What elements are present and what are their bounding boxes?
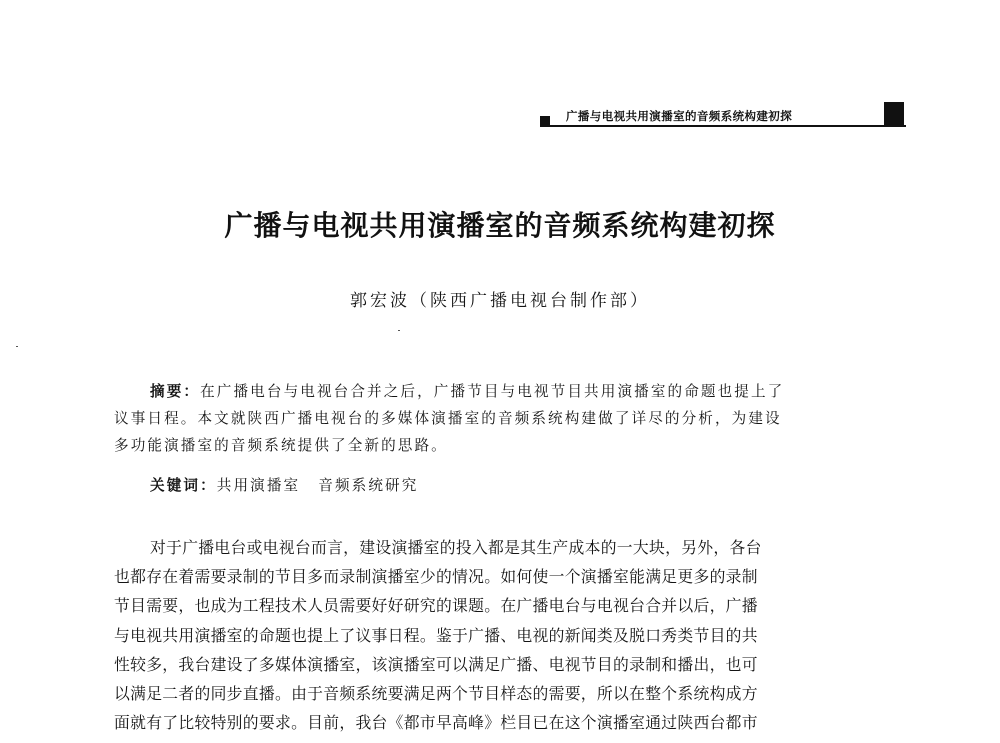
header-rule	[540, 125, 906, 127]
scan-speck	[398, 330, 400, 331]
header-block-mark	[884, 102, 904, 125]
running-header-text: 广播与电视共用演播室的音频系统构建初探	[566, 109, 793, 123]
paper-title: 广播与电视共用演播室的音频系统构建初探	[224, 209, 776, 242]
keywords	[150, 474, 418, 495]
running-header	[540, 102, 906, 128]
abstract-line-1	[114, 378, 890, 405]
abstract-line-3: 多功能演播室的音频系统提供了全新的思路。	[114, 437, 448, 454]
body-line: 与电视共用演播室的命题也提上了议事日程。鉴于广播、电视的新闻类及脱口秀类节目的共	[114, 625, 758, 645]
scan-speck	[16, 346, 18, 347]
abstract-label: 摘要：	[150, 383, 201, 400]
body-line: 性较多，我台建设了多媒体演播室，该演播室可以满足广播、电视节目的录制和播出，也可	[114, 654, 758, 674]
abstract-text: 在广播电台与电视台合并之后，广播节目与电视节目共用演播室的命题也提上了	[200, 383, 785, 400]
body-line: 节目需要，也成为工程技术人员需要好好研究的课题。在广播电台与电视台合并以后，广播	[114, 596, 758, 616]
body-line: 面就有了比较特别的要求。目前，我台《都市早高峰》栏目已在这个演播室通过陕西台都市	[114, 713, 758, 733]
keywords-label: 关键词：	[150, 477, 217, 494]
body-line: 也都存在着需要录制的节目多而录制演播室少的情况。如何使一个演播室能满足更多的录制	[114, 567, 758, 587]
body-line: 对于广播电台或电视台而言，建设演播室的投入都是其生产成本的一大块，另外，各台	[150, 538, 762, 557]
body-text	[114, 533, 904, 737]
keyword-item: 共用演播室	[216, 477, 301, 494]
abstract	[114, 378, 890, 459]
body-line: 以满足二者的同步直播。由于音频系统要满足两个节目样态的需要，所以在整个系统构成方	[114, 684, 758, 704]
abstract-line-2: 议事日程。本文就陕西广播电视台的多媒体演播室的音频系统构建做了详尽的分析，为建设	[114, 410, 782, 427]
author-affiliation: 郭宏波（陕西广播电视台制作部）	[350, 291, 650, 311]
header-square-mark	[540, 116, 550, 125]
keyword-item: 音频系统研究	[318, 477, 419, 494]
